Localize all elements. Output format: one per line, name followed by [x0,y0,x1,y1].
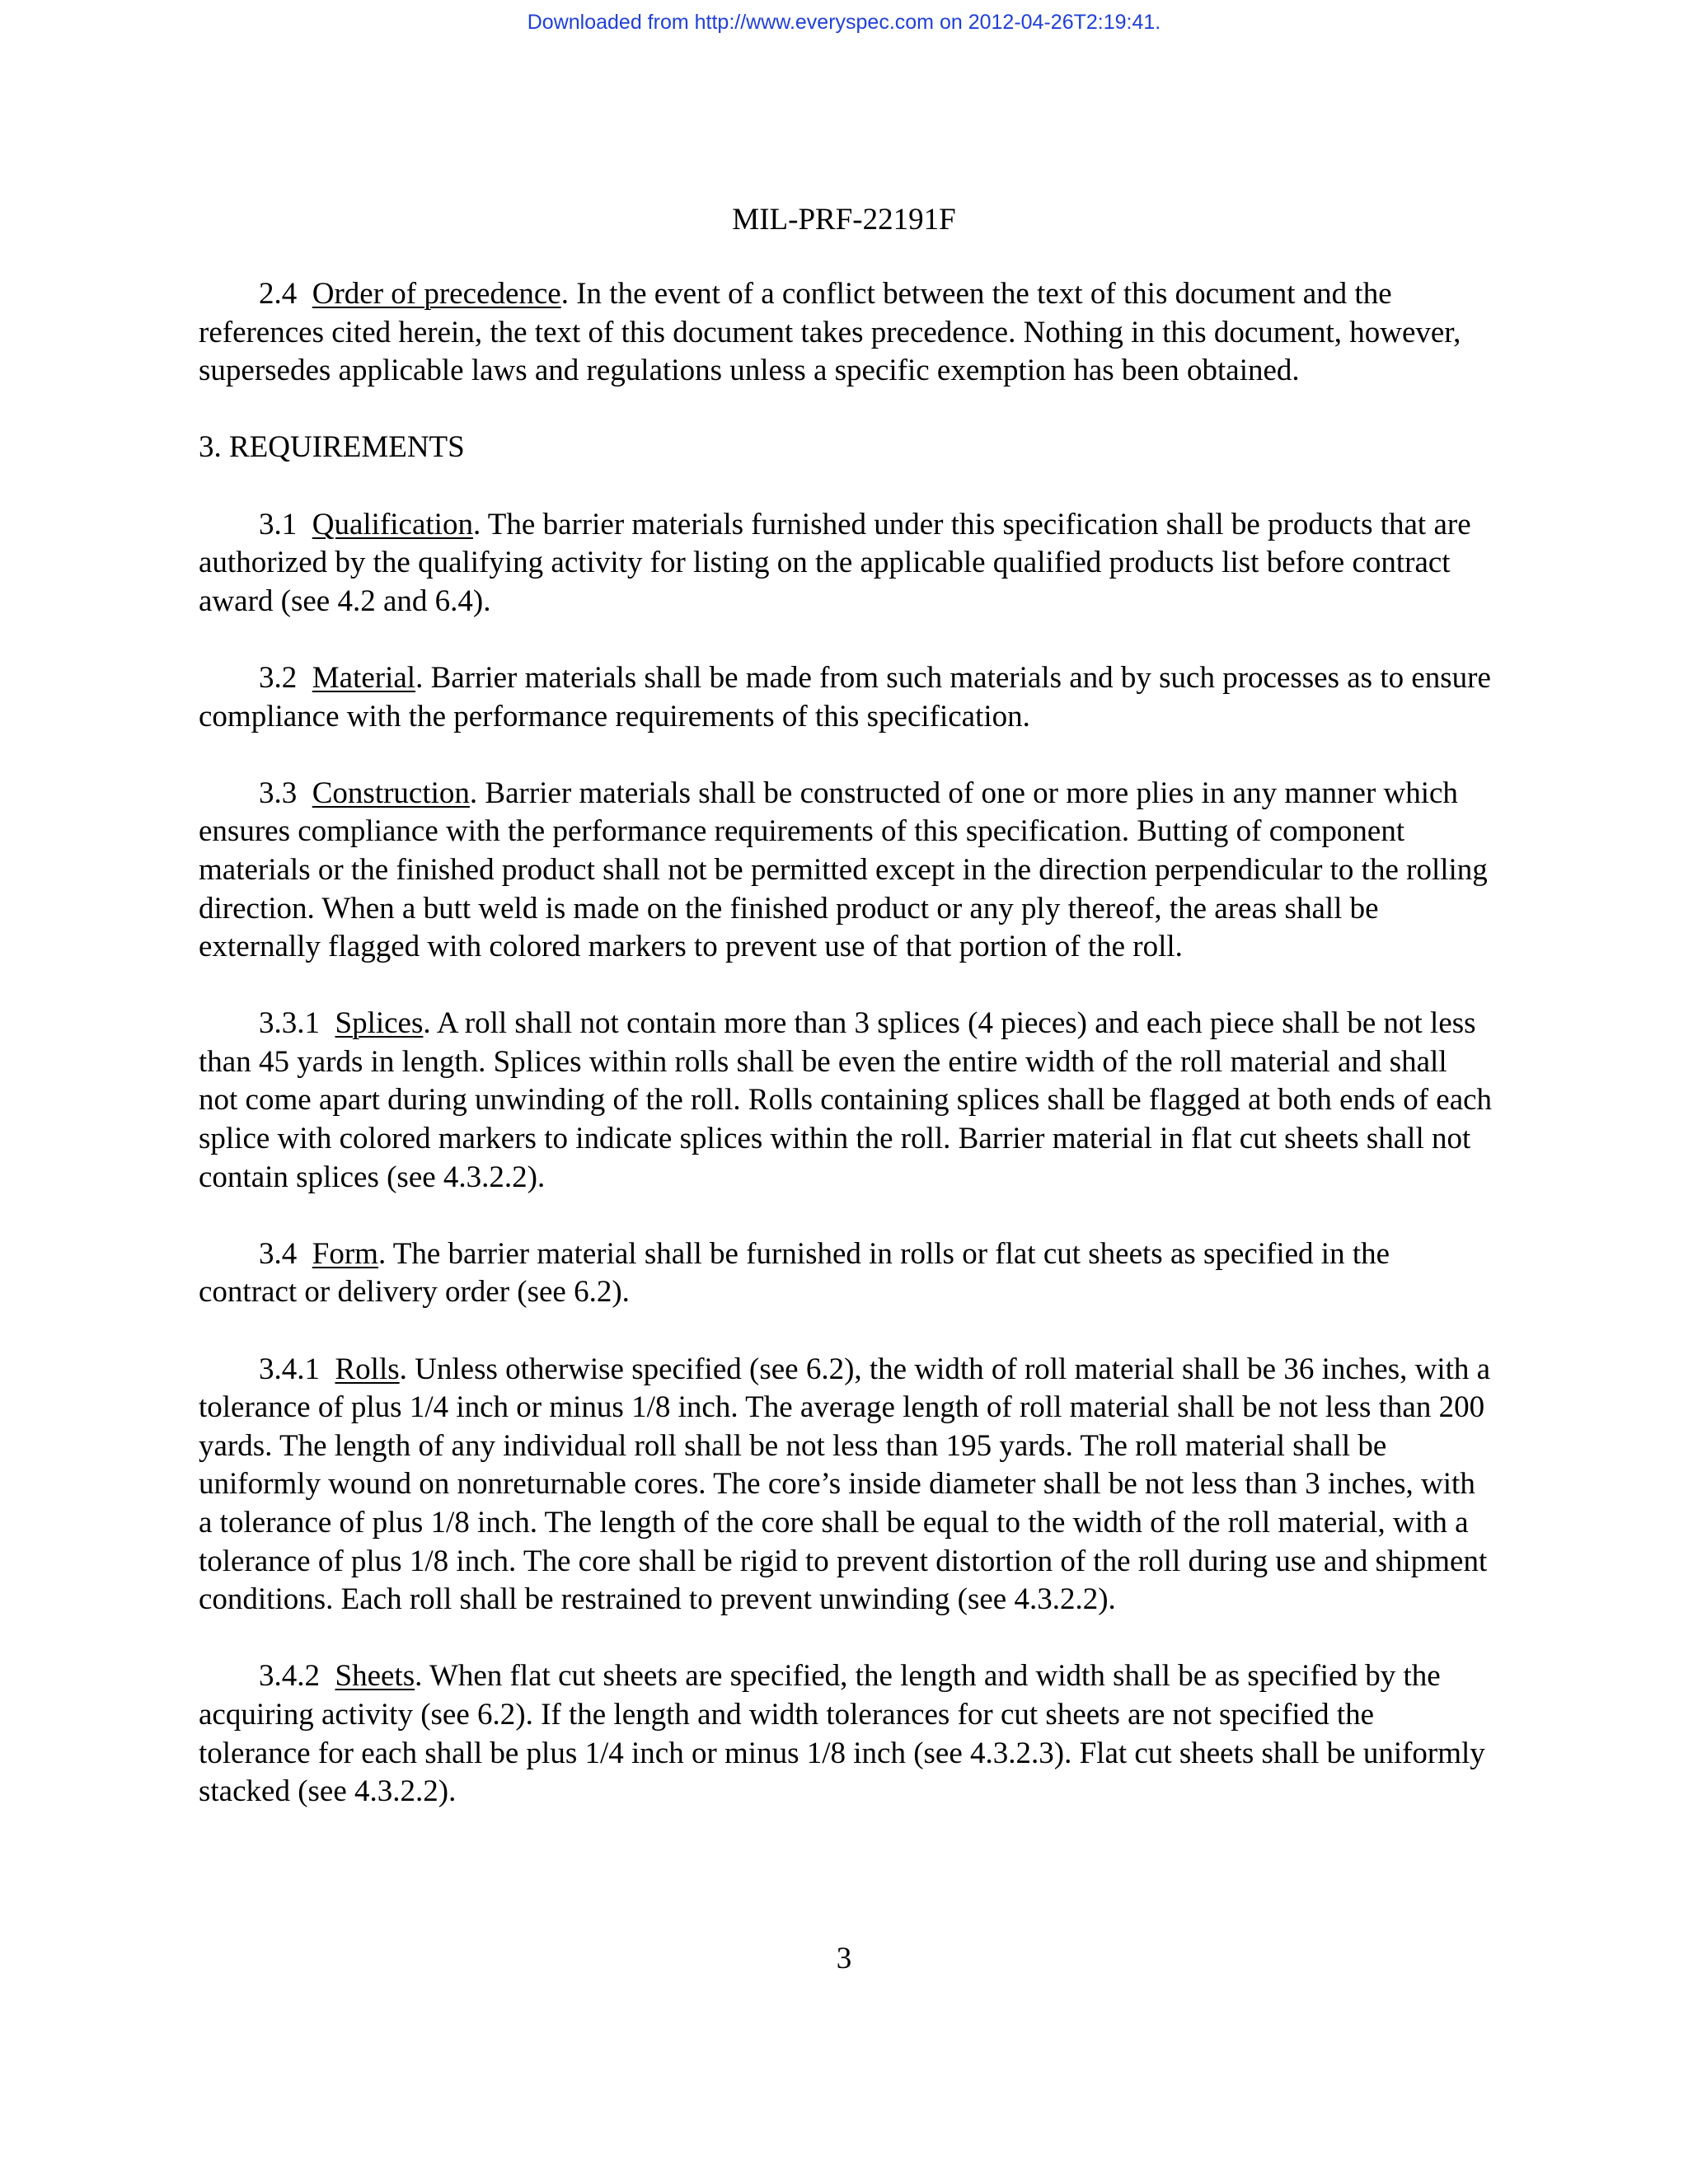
paragraph-3-4-1 [199,1351,1493,1619]
paragraph-text: . A roll shall not contain more than 3 splices (4 pieces) and each piece shall be not less than 45 yards in length. Splices within rolls shall be even the entire width of the roll material and shall not come apart during unwinding of the roll. Rolls containing splices shall be flagged at both ends of each splice with colored markers to indicate splices within the roll. Barrier material in flat cut sheets shall not contain splices (see 4.3.2.2). [199,1006,1493,1194]
paragraph-number: 3.1 [259,507,298,541]
paragraph-3-1 [199,506,1493,621]
paragraph-number: 3.4.1 [259,1352,320,1386]
paragraph-3-2 [199,659,1493,736]
paragraph-title: Qualification [312,507,473,541]
paragraph-number: 3.3.1 [259,1006,320,1041]
paragraph-number: 3.4 [259,1236,298,1271]
paragraph-text: . In the event of a conflict between the text of this document and the references cited herein, the text of this document takes precedence. Nothing in this document, however, supersedes applicable laws and regulations unless a specific exemption has been obtained. [199,277,1461,388]
download-source-banner: Downloaded from http://www.everyspec.com on 2012-04-26T2:19:41. [527,11,1161,34]
paragraph-title: Material [312,660,416,695]
paragraph-title: Rolls [335,1352,400,1386]
paragraph-3-3 [199,775,1493,967]
paragraph-text: . The barrier materials furnished under this specification shall be products that are authorized by the qualifying activity for listing on the applicable qualified products list before contract award (see 4.2 and 6.4). [199,507,1471,618]
paragraph-text: . The barrier material shall be furnished in rolls or flat cut sheets as specified in the contract or delivery order (see 6.2). [199,1236,1390,1310]
section-heading-requirements: 3. REQUIREMENTS [199,430,465,465]
paragraph-number: 2.4 [259,277,298,311]
document-id-header: MIL-PRF-22191F [732,203,956,237]
paragraph-2-4 [199,275,1493,391]
paragraph-title: Sheets [335,1659,415,1694]
paragraph-number: 3.2 [259,660,298,695]
paragraph-text: . Barrier materials shall be made from such materials and by such processes as to ensure compliance with the performance requirements of this specification. [199,660,1491,733]
paragraph-title: Construction [312,776,470,810]
paragraph-title: Splices [335,1006,424,1041]
document-body [199,275,1493,1849]
paragraph-text: . When flat cut sheets are specified, the length and width shall be as specified by the acquiring activity (see 6.2). If the length and width tolerances for cut sheets are not specified the tolerance for each shall be plus 1/4 inch or minus 1/8 inch (see 4.3.2.3). Flat cut sheets shall be uniformly stacked (see 4.3.2.2). [199,1659,1485,1809]
paragraph-3-4-2 [199,1657,1493,1811]
paragraph-text: . Unless otherwise specified (see 6.2), the width of roll material shall be 36 inches, with a tolerance of plus 1/4 inch or minus 1/8 inch. The average length of roll material shall be not less than 200 yards. The length of any individual roll shall be not less than 195 yards. The roll material shall be uniformly wound on nonreturnable cores. The core’s inside diameter shall be not less than 3 inches, with a tolerance of plus 1/8 inch. The length of the core shall be equal to the width of the roll material, with a tolerance of plus 1/8 inch. The core shall be rigid to prevent distortion of the roll during use and shipment conditions. Each roll shall be restrained to prevent unwinding (see 4.3.2.2). [199,1352,1491,1617]
paragraph-3-4 [199,1235,1493,1312]
paragraph-3-3-1 [199,1005,1493,1197]
paragraph-title: Order of precedence [312,277,561,311]
paragraph-title: Form [312,1236,378,1271]
page-number: 3 [836,1942,852,1975]
paragraph-number: 3.3 [259,776,298,810]
paragraph-number: 3.4.2 [259,1659,320,1694]
paragraph-text: . Barrier materials shall be constructed of one or more plies in any manner which ensures compliance with the performance requirements of this specification. Butting of component materials or the finished product shall not be permitted except in the direction perpendicular to the rolling direction. When a butt weld is made on the finished product or any ply thereof, the areas shall be externally flagged with colored markers to prevent use of that portion of the roll. [199,776,1488,964]
